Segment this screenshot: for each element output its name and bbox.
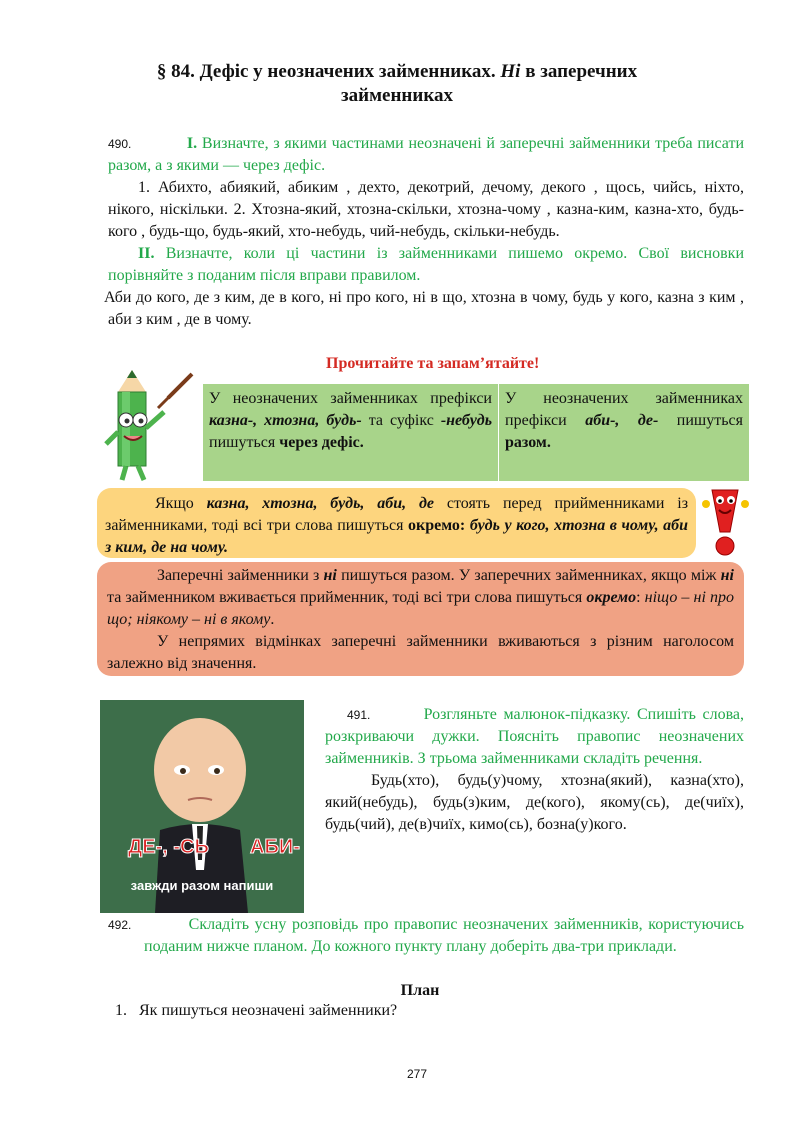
task-instruction: Розгляньте малюнок-підказку. Спишіть слова, розкриваючи дужки. Поясніть правопис неозначених займенників. З трьома займенниками складіть речення. bbox=[325, 706, 745, 767]
rule-table bbox=[203, 384, 749, 481]
meme-caption: завжди разом напиши bbox=[130, 878, 274, 893]
rule-cell-together: У неозначених займенниках префікси аби-, де- пишуться разом. bbox=[505, 390, 743, 451]
task-instruction: Визначте, з якими частинами неозначені й заперечні займенники треба писати разом, а з якими — через дефіс. bbox=[108, 135, 745, 174]
task-number: 491. bbox=[347, 708, 371, 722]
pencil-mascot-image bbox=[100, 368, 200, 484]
task-text: 1. Абихто, абиякий, абиким , дехто, декотрий, дечому, декого , щось, чийсь, ніхто, нікого, ніскільки. 2. Хтозна-який, хтозна-скільки, хтозна-чому , казна-ким, казна-хто, будь-кого , будь-що, будь-який, хто-небудь, чий-небудь, скільки-небудь. bbox=[108, 179, 744, 240]
task-instruction: Складіть усну розповідь про правопис неозначених займенників, користуючись поданим нижче планом. До кожного пункту плану доберіть два-три приклади. bbox=[144, 916, 745, 955]
task-number: 492. bbox=[108, 918, 132, 932]
rule-heading: Прочитайте та запам’ятайте! bbox=[326, 355, 540, 372]
task-text-2: Аби до кого, де з ким, де в кого, ні про кого, ні в що, хтозна в чому, будь у кого, казна з ким , аби з ким , де в чому. bbox=[104, 289, 744, 328]
plan-item-1: 1. Як пишуться неозначені займенники? bbox=[115, 1002, 398, 1019]
page-number: 277 bbox=[406, 1067, 428, 1081]
boss-baby-hint-image bbox=[100, 700, 304, 913]
task-instruction-2: Визначте, коли ці частини із займенниками пишемо окремо. Свої висновки порівняйте з поданим після вправи правилом. bbox=[108, 245, 745, 284]
plan-heading: План bbox=[400, 982, 440, 999]
task-490: 490. I. Визначте, з якими частинами неозначені й заперечні займенники треба писати разом, а з якими — через дефіс. 1. Абихто, абиякий, абиким , дехто, декотрий, дечому, декого , щось, чийсь, ніхто, нікого, ніскільки. 2. Хтозна-який, хтозна-скільки, хтозна-чому , казна-ким, казна-хто, будь-кого , будь-що, будь-який, хто-небудь, чий-небудь, скільки-небудь. II. Визначте, коли ці частини із займенниками пишемо окремо. Свої висновки порівняйте з поданим після вправи правилом. Аби до кого, де з ким, де в кого, ні про кого, ні в що, хтозна в чому, будь у кого, казна з ким , аби з ким , де в чому. bbox=[108, 133, 744, 331]
task-number: 490. bbox=[108, 137, 132, 151]
meme-label-de-s: ДЕ-, -СЬ bbox=[128, 836, 209, 858]
separate-writing-rule: Якщо казна, хтозна, будь, аби, де стоять перед прийменниками із займенниками, тоді всі три слова пишуться окремо: будь у кого, хтозна в чому, аби з ким, де на чому. bbox=[97, 488, 696, 558]
exclamation-icon bbox=[700, 486, 750, 558]
negative-pronouns-rule: Заперечні займенники з ні пишуться разом. У заперечних займенниках, якщо між ні та займенником вживається прийменник, тоді всі три слова пишуться окремо: ніщо – ні про що; ніякому – ні в якому. У непрямих відмінках заперечні займенники вживаються з різним наголосом залежно від значення. bbox=[97, 562, 744, 676]
section-title: § 84. Дефіс у неозначених займенниках. Ні в заперечних займенниках bbox=[156, 61, 638, 106]
task-491 bbox=[325, 704, 744, 836]
task-492 bbox=[108, 914, 744, 958]
meme-label-aby: АБИ- bbox=[250, 836, 300, 858]
rule-cell-hyphen: У неозначених займенниках префікси казна-, хтозна, будь- та суфікс -небудь пишуться через дефіс. bbox=[203, 384, 499, 481]
task-words: Будь(хто), будь(у)чому, хтозна(який), казна(хто), який(небудь), будь(з)ким, де(кого), якому(сь), де(чиїх), будь(чий), де(в)чиїх, кимо(сь), бозна(у)кого. bbox=[325, 772, 744, 833]
